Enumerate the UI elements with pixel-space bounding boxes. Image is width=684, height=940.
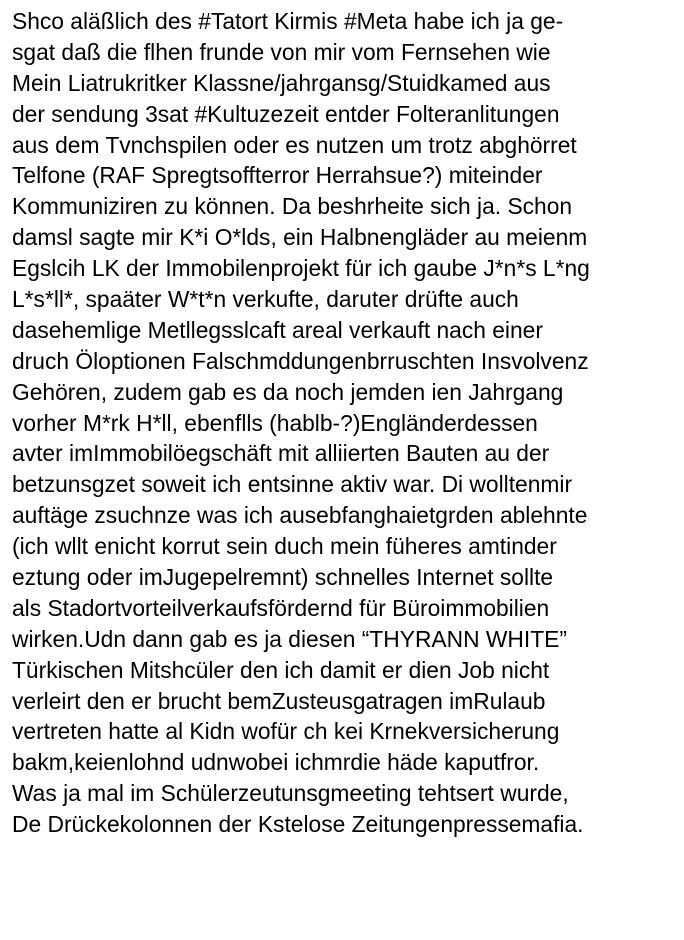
- text-line: Türkischen Mitshcüler den ich damit er dien Job nicht: [12, 656, 550, 683]
- text-line: verleirt den er brucht bemZusteusgatragen imRulaub: [12, 687, 546, 714]
- text-line: vorher M*rk H*ll, ebenflls (hablb-?)Engländerdessen: [12, 409, 538, 436]
- text-line: betzunsgzet soweit ich entsinne aktiv war. Di wolltenmir: [12, 471, 573, 498]
- text-line: Was ja mal im Schülerzeutunsgmeeting tehtsert wurde,: [12, 780, 569, 807]
- text-line: Mein Liatrukritker Klassne/jahrgansg/Stuidkamed aus: [12, 69, 551, 96]
- text-line: druch Öloptionen Falschmddungenbrruschten Insvolvenz: [12, 347, 589, 374]
- text-line: der sendung 3sat #Kultuzezeit entder Folteranlitungen: [12, 100, 560, 127]
- text-line: eztung oder imJugepelremnt) schnelles Internet sollte: [12, 564, 554, 591]
- text-line: Telfone (RAF Spregtsoffterror Herrahsue?) miteinder: [12, 162, 543, 189]
- text-line: Kommuniziren zu können. Da beshrheite sich ja. Schon: [12, 193, 573, 220]
- text-line: avter imImmobilöegschäft mit alliierten Bauten au der: [12, 440, 550, 467]
- text-line: auftäge zsuchnze was ich ausebfanghaietgrden ablehnte: [12, 502, 588, 529]
- text-line: Gehören, zudem gab es da noch jemden ien Jahrgang: [12, 378, 564, 405]
- document-text: [12, 6, 678, 840]
- text-line: als Stadortvorteilverkaufsfördernd für Büroimmobilien: [12, 594, 550, 621]
- text-line: Shco aläßlich des #Tatort Kirmis #Meta habe ich ja ge-: [12, 8, 564, 34]
- text-line: aus dem Tvnchspilen oder es nutzen um trotz abghörret: [12, 131, 577, 158]
- text-line: L*s*ll*, spaäter W*t*n verkufte, daruter drüfte auch: [12, 286, 519, 313]
- text-line: dasehemlige Metllegsslcaft areal verkauft nach einer: [12, 316, 543, 343]
- text-line: wirken.Udn dann gab es ja diesen “THYRANN WHITE”: [12, 625, 567, 652]
- text-line: damsl sagte mir K*i O*lds, ein Halbnengläder au meienm: [12, 224, 588, 251]
- text-line: Egslcih LK der Immobilenprojekt für ich gaube J*n*s L*ng: [12, 255, 590, 282]
- text-line: (ich wllt enicht korrut sein duch mein füheres amtinder: [12, 533, 557, 560]
- text-line: vertreten hatte al Kidn wofür ch kei Krnekversicherung: [12, 718, 560, 745]
- text-line: De Drückekolonnen der Kstelose Zeitungenpressemafia.: [12, 811, 584, 838]
- text-line: sgat daß die flhen frunde von mir vom Fernsehen wie: [12, 38, 551, 65]
- text-line: bakm,keienlohnd udnwobei ichmrdie häde kaputfror.: [12, 749, 540, 776]
